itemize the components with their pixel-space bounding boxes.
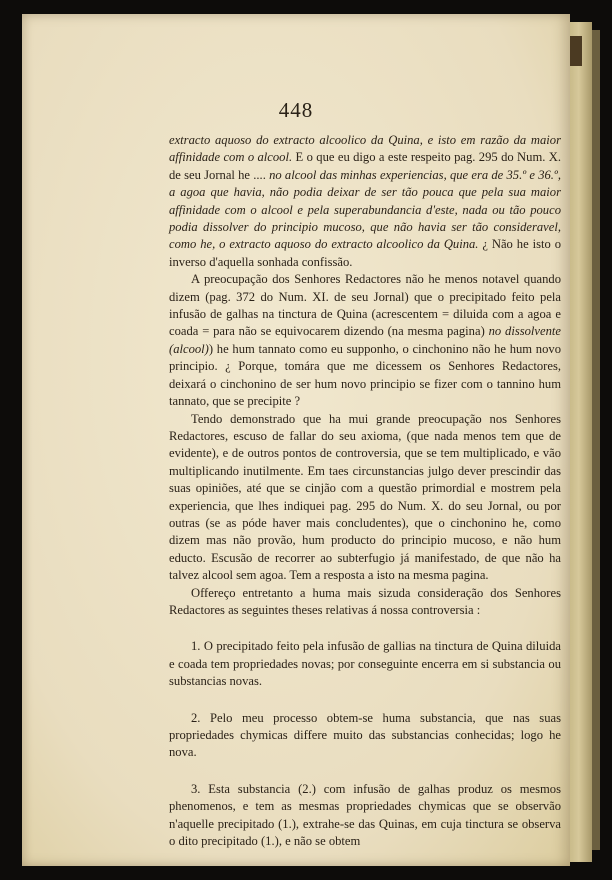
paragraph-gap (169, 619, 561, 638)
text-run: E o que eu digo a este respeito pag. 295 do Num. X. de seu Jornal he .... (169, 150, 562, 182)
paragraph (169, 585, 561, 620)
text-run: ¿ Não he isto o inverso d'aquella sonhada confissão. (169, 237, 561, 269)
text-run: 1. O precipitado feito pela infusão de gallias na tinctura de Quina diluida e coada tem propriedades novas; por conseguinte encerra em si substancia ou substancias novas. (169, 639, 561, 689)
italic-run: , e isto (419, 133, 461, 147)
text-run: 3. Esta substancia (2.) com infusão de galhas produz os mesmos phenomenos, e tem as mesmas propriedades chymicas que se observão n'aquelle precipitado (1.), extrahe-se das Quinas, em cuja tinctura se observa o dito precipitado (1.), e não se obtem (169, 781, 561, 849)
paragraph (169, 132, 561, 271)
paragraph (169, 638, 561, 690)
italic-run: no dissolvente (alcool) (169, 324, 561, 356)
paragraph (169, 710, 561, 762)
italic-run: no alcool das minhas experiencias, que era de 35.º e 36.º, a agoa que havia, não podia deixar de ser tão pouca que pela sua maior affinidade com o alcool e pela superabundancia d'este, nada ou tão pouco podia dissolver do principio mucoso, que não havia ser tão consideravel, como he, o extracto aquoso do extracto alcoolico da Quina. (169, 167, 561, 252)
book-page (22, 14, 570, 866)
text-run: ) he hum tannato como eu supponho, o cinchonino não he hum novo principio. ¿ Porque, tomára que me dicessem os Senhores Redactores, deixará o cinchonino de ser hum novo principio se fizer com o tannino hum tannato, que se precipite ? (169, 341, 561, 409)
page-number: 448 (278, 98, 314, 122)
italic-run: em razão da maior affinidade com o alcool. (169, 133, 561, 165)
text-run: A preocupação dos Senhores Redactores não he menos notavel quando dizem (pag. 372 do Num. XI. de seu Jornal) que o precipitado feito pela infusão de galhas na tinctura de Quina (acrescentem = diluida com a agoa e coada = para não se equivocarem dizendo (na mesma pagina) (169, 272, 561, 339)
italic-run: extracto aquoso do extracto alcoolico da Quina (169, 133, 420, 147)
text-run: Tendo demonstrado que ha mui grande preocupação nos Senhores Redactores, escuso de fallar do seu axioma, (que nada menos tem que de evidente), e de outros pontos de controversia, que se tem multiplicado, e vão multiplicando inutilmente. Em taes circunstancias julgo dever prescindir das suas opiniões, até que se cinjão com a questão primordial e mostrem pela experiencia, que lhes indiquei pag. 295 do Num. X. do seu Jornal, ou por outras (se as póde haver mais concludentes), que o cinchonino he, como dizem mas não provão, hum producto do principio mucoso, e não hum educto. Escusão de recorrer ao subterfugio já manifestado, de que não ha talvez alcool sem agoa. Tem a resposta a isto na mesma pagina. (169, 411, 561, 583)
text-run: 2. Pelo meu processo obtem-se huma substancia, que nas suas propriedades chymicas differe muito das substancias conhecidas; logo he nova. (169, 710, 561, 760)
paragraph (169, 411, 561, 585)
paragraph (169, 271, 561, 410)
body-text (169, 132, 561, 850)
paragraph-gap (169, 691, 561, 710)
page-edge (570, 22, 592, 862)
text-run: Offereço entretanto a huma mais sizuda consideração dos Senhores Redactores as seguintes theses relativas á nossa controversia : (169, 585, 561, 617)
paragraph (169, 781, 561, 851)
paragraph-gap (169, 762, 561, 781)
page-clip (570, 36, 582, 66)
binding-shadow (592, 30, 600, 850)
